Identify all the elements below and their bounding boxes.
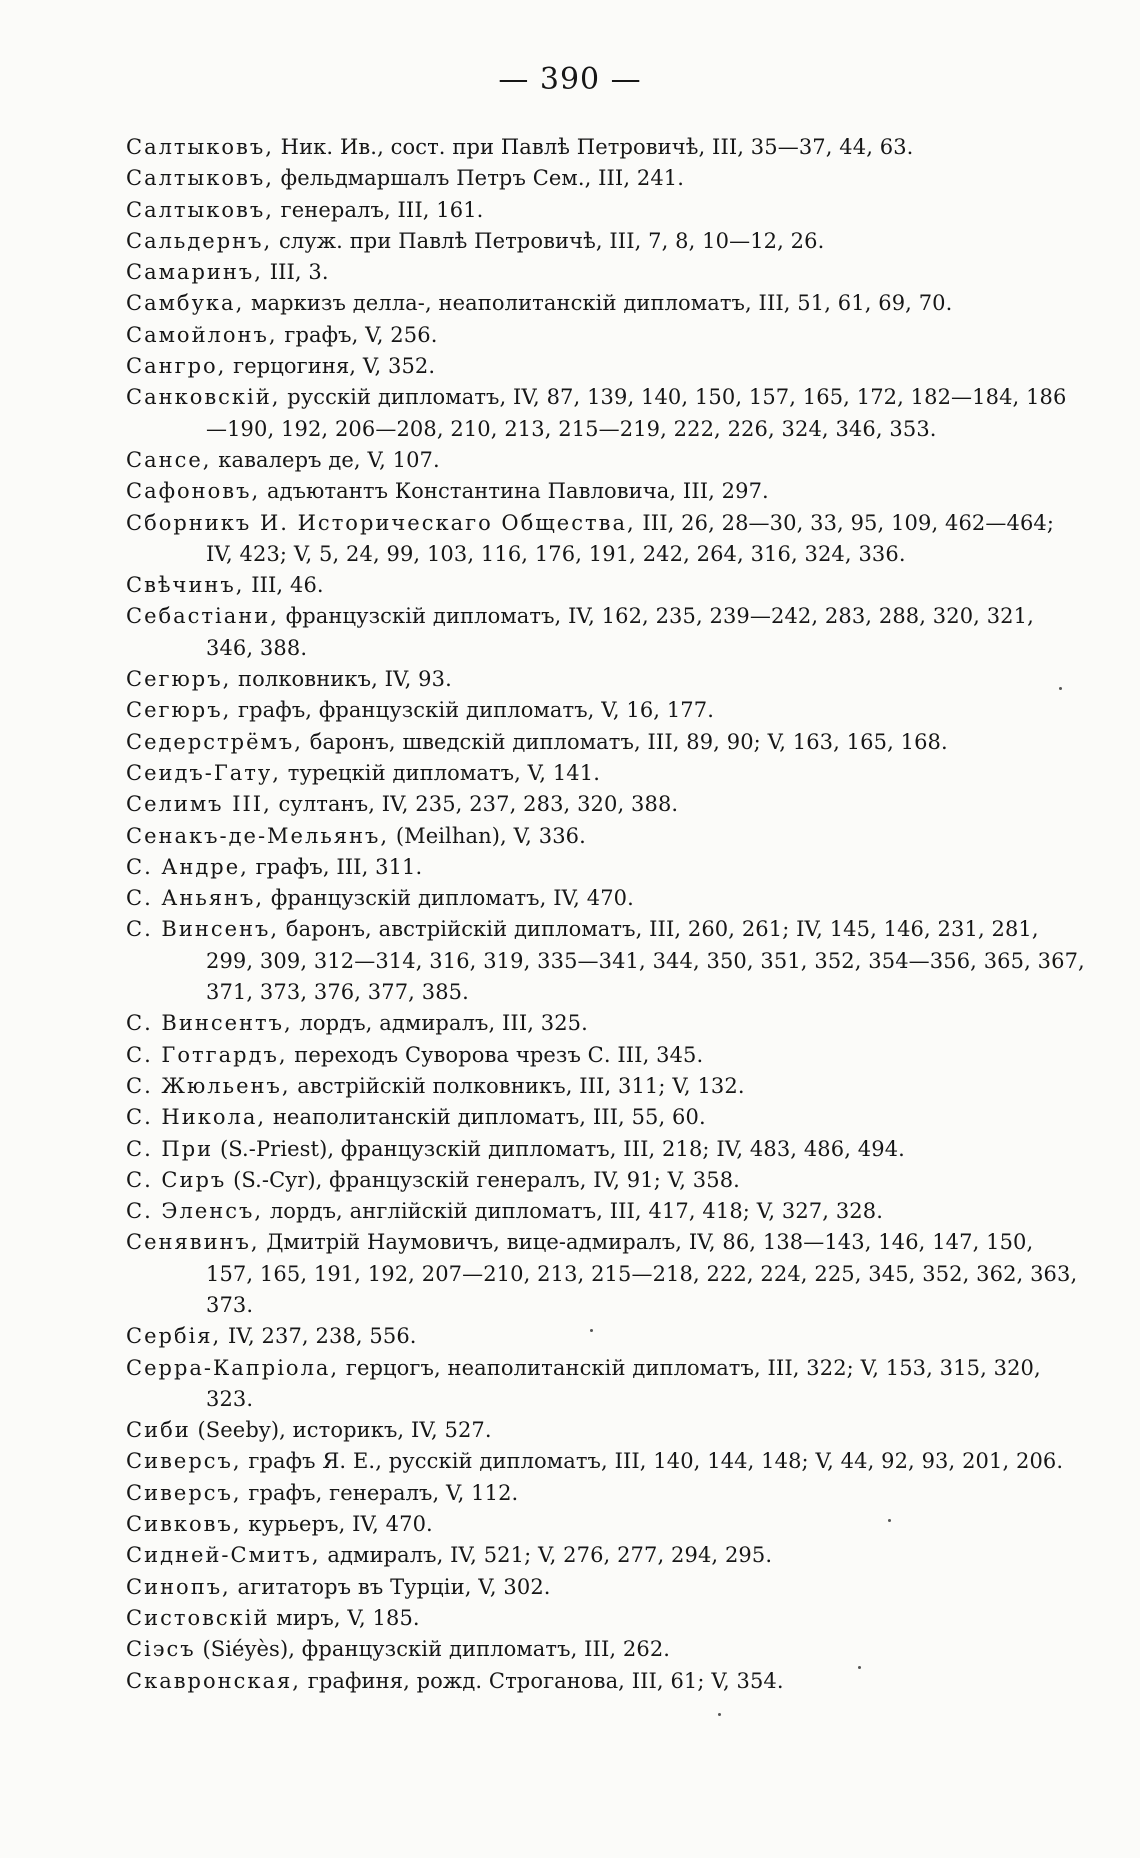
index-entry [126, 288, 1086, 319]
entry-references: III, 3. [262, 260, 329, 285]
entry-headword: Самойлонъ, [126, 322, 278, 347]
entry-headword: Сансе, [126, 447, 212, 472]
index-entry [126, 789, 1086, 820]
index-entry [126, 883, 1086, 914]
entry-references: султанъ, IV, 235, 237, 283, 320, 388. [271, 792, 679, 817]
index-entry [126, 852, 1086, 883]
index-entry [126, 351, 1086, 382]
entry-headword: Сиверсъ, [126, 1480, 242, 1505]
entry-references: графъ, генералъ, V, 112. [241, 1480, 519, 1505]
index-entry [126, 1165, 1086, 1196]
entry-references: лордъ, адмиралъ, III, 325. [292, 1011, 588, 1036]
entry-references: (Siéyès), французскій дипломатъ, III, 262. [195, 1637, 671, 1662]
entry-references: курьеръ, IV, 470. [241, 1512, 433, 1537]
entry-headword: С. Винсенъ, [126, 917, 280, 942]
entry-references: кавалеръ де, V, 107. [211, 447, 440, 472]
index-entry [126, 320, 1086, 351]
index-entry [126, 601, 1086, 664]
entry-references: баронъ, австрійскій дипломатъ, III, 260, 261; IV, 145, 146, 231, 281, 299, 309, 312—314, 316, 319, 335—341, 344, 350, 351, 352, 354—356, 365, 367, 371, 373, 376, 377, 385. [206, 917, 1085, 1005]
entry-headword: Сальдернъ, [126, 228, 273, 253]
entry-headword: Себастіани, [126, 604, 279, 629]
index-entry [126, 1509, 1086, 1540]
entry-headword: Самаринъ, [126, 260, 263, 285]
entry-headword: С. Никола, [126, 1105, 267, 1130]
print-speck [888, 1519, 891, 1522]
entry-references: (S.-Cyr), французскій генералъ, IV, 91; V, 358. [226, 1167, 740, 1192]
entry-references: (Meilhan), V, 336. [389, 823, 586, 848]
index-entry [126, 1353, 1086, 1416]
entry-headword: Сенявинъ, [126, 1230, 260, 1255]
entry-references: русскій дипломатъ, IV, 87, 139, 140, 150, 157, 165, 172, 182—184, 186—190, 192, 206—208, 210, 213, 215—219, 222, 226, 324, 346, 353. [206, 385, 1067, 441]
index-entry [126, 1134, 1086, 1165]
index-entry-list [126, 132, 1086, 1697]
index-entry [126, 1540, 1086, 1571]
entry-headword: Седерстрёмъ, [126, 729, 303, 754]
entry-headword: Сангро, [126, 354, 227, 379]
entry-headword: Самбука, [126, 291, 245, 316]
entry-references: Дмитрій Наумовичъ, вице-адмиралъ, IV, 86, 138—143, 146, 147, 150, 157, 165, 191, 192, 207—210, 213, 215—218, 222, 224, 225, 345, 352, 362, 363, 373. [206, 1230, 1078, 1317]
index-entry [126, 257, 1086, 288]
print-speck [718, 1713, 721, 1716]
page-number: — 390 — [498, 62, 642, 97]
index-entry [126, 382, 1086, 445]
entry-references: графъ Я. Е., русскій дипломатъ, III, 140, 144, 148; V, 44, 92, 93, 201, 206. [241, 1449, 1064, 1474]
entry-references: французскій дипломатъ, IV, 470. [264, 886, 634, 911]
entry-references: миръ, V, 185. [269, 1605, 420, 1630]
entry-references: баронъ, шведскій дипломатъ, III, 89, 90; V, 163, 165, 168. [302, 729, 948, 754]
entry-headword: С. Винсентъ, [126, 1011, 293, 1036]
entry-headword: Скавронская, [126, 1668, 301, 1693]
entry-references: адмиралъ, IV, 521; V, 276, 277, 294, 295. [320, 1543, 773, 1568]
entry-headword: Синопъ, [126, 1574, 231, 1599]
entry-references: лордъ, англійскій дипломатъ, III, 417, 418; V, 327, 328. [263, 1199, 883, 1224]
index-entry [126, 821, 1086, 852]
entry-headword: Сербія, [126, 1324, 222, 1349]
entry-references: турецкій дипломатъ, V, 141. [280, 760, 600, 785]
entry-references: служ. при Павлѣ Петровичѣ, III, 7, 8, 10—12, 26. [272, 228, 825, 253]
index-entry [126, 1666, 1086, 1697]
entry-references: австрійскій полковникъ, III, 311; V, 132. [290, 1073, 745, 1098]
entry-references: III, 46. [244, 573, 324, 598]
index-entry [126, 695, 1086, 726]
index-entry [126, 1603, 1086, 1634]
entry-headword: Селимъ III, [126, 792, 272, 817]
entry-references: графиня, рожд. Строганова, III, 61; V, 354. [300, 1668, 784, 1693]
entry-references: графъ, французскій дипломатъ, V, 16, 177. [231, 698, 715, 723]
entry-headword: С. Андре, [126, 854, 249, 879]
entry-references: неаполитанскій дипломатъ, III, 55, 60. [266, 1105, 706, 1130]
entry-headword: С. Аньянъ, [126, 886, 265, 911]
entry-headword: Сегюръ, [126, 698, 232, 723]
entry-headword: Сіэсъ [126, 1637, 196, 1662]
index-entry [126, 1008, 1086, 1039]
index-entry [126, 758, 1086, 789]
entry-headword: С. Сиръ [126, 1167, 227, 1192]
entry-headword: Салтыковъ, [126, 166, 274, 191]
index-entry [126, 1572, 1086, 1603]
entry-references: (Seeby), историкъ, IV, 527. [190, 1418, 492, 1443]
index-entry [126, 570, 1086, 601]
entry-headword: Систовскій [126, 1605, 270, 1630]
entry-references: графъ, V, 256. [277, 322, 438, 347]
entry-references: III, 26, 28—30, 33, 95, 109, 462—464; IV, 423; V, 5, 24, 99, 103, 116, 176, 191, 242, 264, 316, 324, 336. [206, 510, 1055, 566]
entry-references: генералъ, III, 161. [273, 197, 484, 222]
entry-references: Ник. Ив., сост. при Павлѣ Петровичѣ, III, 35—37, 44, 63. [273, 135, 914, 159]
entry-references: (S.-Priest), французскій дипломатъ, III, 218; IV, 483, 486, 494. [213, 1136, 905, 1161]
print-speck [1059, 687, 1062, 690]
entry-references: переходъ Суворова чрезъ С. III, 345. [287, 1042, 704, 1067]
index-entry [126, 1040, 1086, 1071]
entry-headword: Свѣчинъ, [126, 573, 245, 598]
index-entry [126, 132, 1086, 163]
entry-headword: Сафоновъ, [126, 479, 261, 504]
entry-headword: С. Готгардъ, [126, 1042, 288, 1067]
entry-references: IV, 237, 238, 556. [221, 1324, 417, 1349]
index-entry [126, 1634, 1086, 1665]
entry-headword: Сиверсъ, [126, 1449, 242, 1474]
entry-headword: Салтыковъ, [126, 135, 274, 159]
entry-references: полковникъ, IV, 93. [231, 667, 452, 692]
index-entry [126, 445, 1086, 476]
entry-headword: Сеидъ-Гату, [126, 760, 281, 785]
entry-references: герцогъ, неаполитанскій дипломатъ, III, 322; V, 153, 315, 320, 323. [206, 1355, 1041, 1411]
entry-headword: Сегюръ, [126, 667, 232, 692]
entry-headword: С. Жюльенъ, [126, 1073, 291, 1098]
entry-references: фельдмаршалъ Петръ Сем., III, 241. [273, 166, 685, 191]
entry-headword: Салтыковъ, [126, 197, 274, 222]
entry-references: агитаторъ въ Турціи, V, 302. [230, 1574, 551, 1599]
entry-references: адъютантъ Константина Павловича, III, 297. [260, 479, 769, 504]
index-entry [126, 1446, 1086, 1477]
entry-headword: Сборникъ И. Историческаго Общества, [126, 510, 636, 535]
index-entry [126, 914, 1086, 1008]
entry-headword: Сиби [126, 1418, 191, 1443]
index-entry [126, 664, 1086, 695]
entry-headword: Сивковъ, [126, 1512, 242, 1537]
entry-headword: Сидней-Смитъ, [126, 1543, 321, 1568]
entry-references: герцогиня, V, 352. [226, 354, 436, 379]
entry-headword: С. При [126, 1136, 214, 1161]
entry-headword: Санковскій, [126, 385, 281, 410]
index-entry [126, 508, 1086, 571]
index-entry [126, 195, 1086, 226]
index-entry [126, 1415, 1086, 1446]
entry-references: графъ, III, 311. [248, 854, 423, 879]
index-entry [126, 226, 1086, 257]
index-entry [126, 1071, 1086, 1102]
print-speck [858, 1666, 861, 1669]
print-speck [590, 1329, 593, 1332]
index-entry [126, 1102, 1086, 1133]
index-entry [126, 1227, 1086, 1321]
index-entry [126, 476, 1086, 507]
index-entry [126, 1321, 1086, 1352]
index-entry [126, 163, 1086, 194]
index-entry [126, 1478, 1086, 1509]
index-entry [126, 1196, 1086, 1227]
entry-references: французскій дипломатъ, IV, 162, 235, 239—242, 283, 288, 320, 321, 346, 388. [206, 604, 1034, 660]
entry-headword: Сенакъ-де-Мельянъ, [126, 823, 390, 848]
index-entry [126, 727, 1086, 758]
entry-headword: С. Эленсъ, [126, 1199, 264, 1224]
entry-references: маркизъ делла-, неаполитанскій дипломатъ, III, 51, 61, 69, 70. [244, 291, 953, 316]
entry-headword: Серра-Капріола, [126, 1355, 340, 1380]
